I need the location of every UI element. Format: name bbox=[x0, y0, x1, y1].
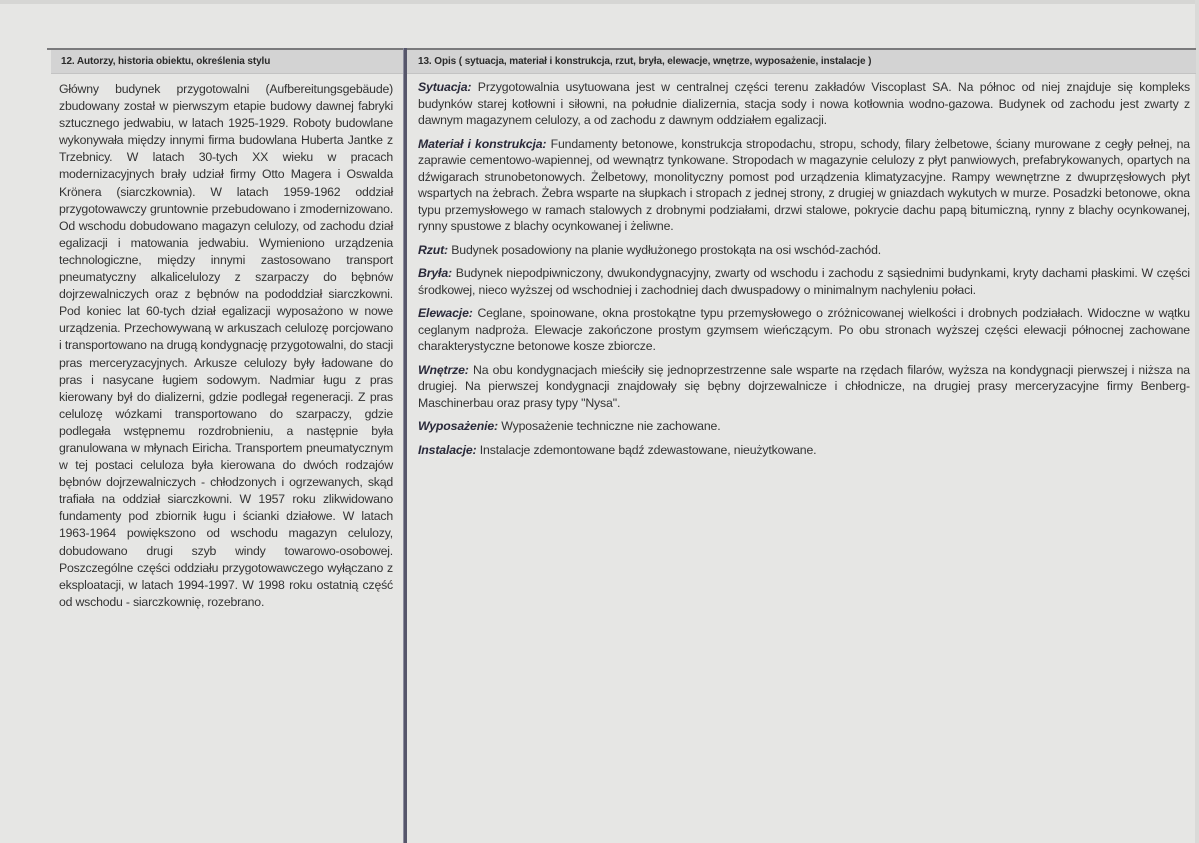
section-label: Materiał i konstrukcja: bbox=[418, 136, 547, 151]
section-text: Na obu kondygnacjach mieściły się jednoprzestrzenne sale wsparte na rzędach filarów, wyższa na kondygnacji pierwszej i niższa na drugiej. Na pierwszej kondygnacji znajdowały się bębny dojrzewalnicze i chłodnicze, na drugiej prasy merceryzacyjne firmy Benberg-Maschinerbau oraz prasy typy "Nysa". bbox=[418, 362, 1190, 410]
section-text: Budynek posadowiony na planie wydłużonego prostokąta na osi wschód-zachód. bbox=[447, 242, 882, 257]
section-bryla bbox=[418, 265, 1190, 298]
section-sytuacja bbox=[418, 79, 1190, 129]
section-label: Wnętrze: bbox=[418, 362, 469, 377]
section-label: Sytuacja: bbox=[418, 80, 472, 94]
section-text: Budynek niepodpiwniczony, dwukondygnacyjny, zwarty od wschodu i zachodu z sąsiednimi budynkami, kryty dachami płaskimi. W części środkowej, nieco wyższej od wschodniej i zachodniej dach dwuspadowy o minimalnym nachyleniu połaci. bbox=[418, 266, 1190, 297]
section-instalacje bbox=[418, 442, 1190, 459]
section-wyposazenie bbox=[418, 418, 1190, 435]
section-rzut bbox=[418, 242, 1190, 259]
section-elewacje bbox=[418, 305, 1190, 355]
section-text: Ceglane, spoinowane, okna prostokątne typu przemysłowego o zróżnicowanej wielkości i drobnych podziałach. Widoczne w wątku ceglanym nadproża. Elewacje zakończone prostym gzymsem wieńczącym. Po obu stronach wyższej części elewacji północnej zachowane charakterystyczne betonowe kosze zbiorcze. bbox=[418, 306, 1190, 353]
history-header: 12. Autorzy, historia obiektu, określenia stylu bbox=[51, 50, 403, 74]
section-label: Bryła: bbox=[418, 266, 452, 280]
sheet-top-edge bbox=[0, 0, 1199, 4]
section-text: Przygotowalnia usytuowana jest w centralnej części terenu zakładów Viscoplast SA. Na północ od niej znajduje się kompleks budynków starej kotłowni i siłowni, na południe dializernia, stacja sody i nowa kotłownia wodno-gazowa. Budynek od zachodu jest zwarty z dawnym magazynem celulozy, a od zachodu z dawnym oddziałem egalizacji. bbox=[418, 80, 1190, 127]
section-material-konstrukcja bbox=[418, 136, 1190, 235]
section-text: Instalacje zdemontowane bądź zdewastowane, nieużytkowane. bbox=[476, 442, 817, 457]
history-column bbox=[51, 50, 403, 843]
section-label: Instalacje: bbox=[418, 442, 477, 457]
description-column bbox=[407, 50, 1196, 843]
section-label: Rzut: bbox=[418, 242, 448, 257]
description-header: 13. Opis ( sytuacja, materiał i konstrukcja, rzut, bryła, elewacje, wnętrze, wyposażenie, instalacje ) bbox=[407, 50, 1196, 74]
section-label: Elewacje: bbox=[418, 306, 473, 320]
section-label: Wyposażenie: bbox=[418, 419, 498, 433]
description-body bbox=[418, 79, 1190, 458]
history-text: Główny budynek przygotowalni (Aufbereitungsgebäude) zbudowany został w pierwszym etapie budowy dawnej fabryki sztucznego jedwabiu, w latach 1925-1929. Roboty budowlane wykonywała między innymi firma budowlana Huberta Jantke z Trzebnicy. W latach 30-tych XX wieku w pracach modernizacyjnych brały udział firmy Otto Magera i Oswalda Krönera (siarczkownia). W latach 1959-1962 oddział przygotowawczy gruntownie przebudowano i zmodernizowano. Od wschodu dobudowano magazyn celulozy, od zachodu dział egalizacji i matowania jedwabiu. Wymieniono urządzenia technologiczne, między innymi zastosowano transport pneumatyczny alkalicelulozy z szarpaczy do bębnów dojrzewalniczych oraz z bębnów na pododdział siarczkowni. Pod koniec lat 60-tych dział egalizacji wyposażono w nowe urządzenia. Przechowywaną w arkuszach celulozę porcjowano i transportowano na drugą kondygnację przygotowalni, do stacji pras merceryzacyjnych. Arkusze celulozy były ładowane do pras i nasycane ługiem sodowym. Nadmiar ługu z pras kierowany był do dializerni, gdzie podlegał regeneracji. Z pras celulozę wózkami transportowano do szarpaczy, gdzie podlegała wstępnemu rozdrobnieniu, a następnie była granulowana w młynach Eiricha. Transportem pneumatycznym w tej postaci celuloza była kierowana do dwóch rodzajów bębnów dojrzewalniczych - chłodzonych i ogrzewanych, skąd trafiała na oddział siarczkowni. W 1957 roku zlikwidowano fundamenty pod zbiornik ługu i ścianki działowe. W latach 1963-1964 powiększono od wschodu magazyn celulozy, dobudowano drugi szyb windy towarowo-osobowej. Poszczególne części oddziału przygotowawczego wyłączano z eksploatacji, w latach 1994-1997. W 1998 roku ostatnią część od wschodu - siarczkownię, rozebrano. bbox=[59, 82, 393, 609]
section-wnetrze bbox=[418, 362, 1190, 412]
section-text: Wyposażenie techniczne nie zachowane. bbox=[497, 419, 721, 433]
section-text: Fundamenty betonowe, konstrukcja stropodachu, stropu, schody, filary żelbetowe, ściany murowane z cegły pełnej, na zaprawie cementowo-wapiennej, od wewnątrz tynkowane. Stropodach w magazynie celulozy z płyt panwiowych, prefabrykowanych, opartych na dźwigarach strunobetonowych. Żelbetowy, monolityczny pomost pod urządzenia klimatyzacyjne. Rampy wewnętrzne z dwuprzęsłowych płyt wspartych na żebrach. Żebra wsparte na słupkach i stropach z jednej strony, z drugiej w gniazdach wykutych w murze. Posadzki betonowe, okna typu przemysłowego w ramach stalowych z drobnymi podziałami, drzwi stalowe, pokrycie dachu papą bitumiczną, rynny z blachy ocynkowanej, rynny spustowe z blachy ocynkowanej i żeliwne. bbox=[418, 136, 1190, 233]
